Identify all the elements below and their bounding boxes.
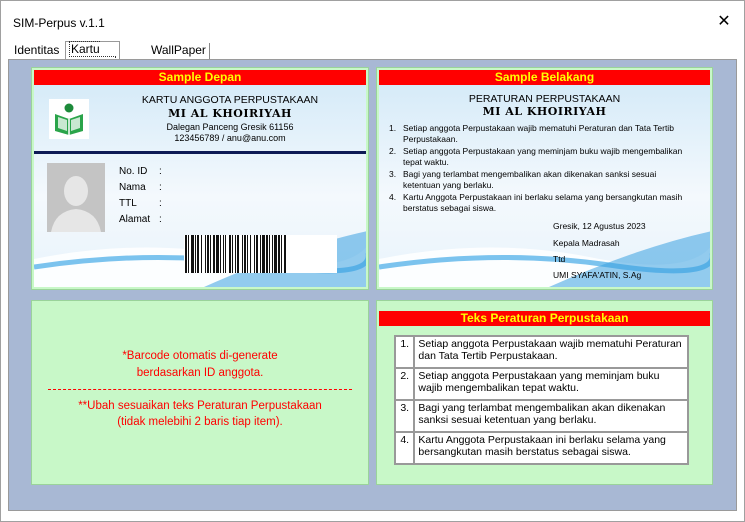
table-row [395,400,688,432]
card-divider [34,151,366,154]
field-label: TTL [119,198,137,209]
back-card-title: PERATURAN PERPUSTAKAAN [468,93,621,105]
back-sample-header: Sample Belakang [379,70,710,85]
field-row [119,196,162,212]
list-item [389,192,689,214]
rule-number: 3. [389,169,397,179]
field-sep: : [159,166,162,177]
rule-text: Setiap anggota Perpustakaan yang meminjam buku wajib mengembalikan tepat waktu. [403,146,683,167]
close-button[interactable]: ✕ [717,13,731,30]
barcode-icon [184,235,337,273]
rule-text: Bagi yang terlambat mengembalikan akan dikenakan sanksi sesuai ketentuan yang berlaku. [403,169,657,190]
sign-position: Kepala Madrasah [553,238,620,248]
rule-number: 2. [389,146,397,156]
field-sep: : [159,182,162,193]
field-sep: : [159,214,162,225]
title-bar [0,0,745,40]
rules-editor-panel [376,300,713,485]
list-item [389,146,689,168]
back-sample-panel [376,67,713,290]
rule-number-cell: 3. [395,400,414,432]
rule-number: 1. [389,123,397,133]
field-row [119,164,162,180]
list-item [389,169,689,191]
back-rules-list [389,123,689,215]
back-school-name: MI AL KHOIRIYAH [482,105,607,118]
sign-ttd: Ttd [553,254,566,264]
note-line-1: *Barcode otomatis di-generate [122,350,278,362]
front-address: Dalegan Panceng Gresik 61156 [166,122,294,132]
rule-text-cell[interactable]: Setiap anggota Perpustakaan yang meminjam buku wajib mengembalikan tepat waktu. [414,368,688,400]
rule-number-cell: 4. [395,432,414,464]
sign-name: UMI SYAFA'ATIN, S.Ag [553,270,642,280]
wave-decoration [379,227,710,287]
note-divider [48,389,352,390]
tab-wallpaper[interactable]: WallPaper [148,43,210,60]
field-label: No. ID [119,166,148,177]
front-school-name: MI AL KHOIRIYAH [168,107,292,120]
field-label: Alamat [119,214,151,225]
list-item [389,123,689,145]
rule-number: 4. [389,192,397,202]
window-title: SIM-Perpus v.1.1 [13,16,105,30]
member-fields [119,164,162,228]
tab-identitas[interactable]: Identitas [14,43,60,57]
rules-table [394,335,689,465]
rule-text: Setiap anggota Perpustakaan wajib mematuhi Peraturan dan Tata Tertib Perpustakaan. [403,123,674,144]
person-silhouette-icon [47,163,105,232]
field-sep: : [159,198,162,209]
note-line-3: **Ubah sesuaikan teks Peraturan Perpustakaan [78,400,322,412]
note-line-2: berdasarkan ID anggota. [136,367,264,379]
rule-text-cell[interactable]: Bagi yang terlambat mengembalikan akan dikenakan sanksi sesuai ketentuan yang berlaku. [414,400,688,432]
rule-text-cell[interactable]: Setiap anggota Perpustakaan wajib mematuhi Peraturan dan Tata Tertib Perpustakaan. [414,336,688,368]
front-contact: 123456789 / anu@anu.com [174,133,286,143]
field-row [119,180,162,196]
rule-text: Kartu Anggota Perpustakaan ini berlaku selama yang bersangkutan masih berstatus sebagai siswa. [403,192,683,213]
table-row [395,368,688,400]
front-card-title: KARTU ANGGOTA PERPUSTAKAAN [141,94,319,106]
tab-kartu-anggota-label: Kartu [69,41,116,72]
note-line-4: (tidak melebihi 2 baris tiap item). [117,416,283,428]
rule-number-cell: 2. [395,368,414,400]
front-sample-header: Sample Depan [34,70,366,85]
tab-kartu-anggota[interactable] [65,41,120,60]
field-row [119,212,162,228]
field-label: Nama [119,182,146,193]
table-row [395,432,688,464]
sign-place-date: Gresik, 12 Agustus 2023 [553,221,646,231]
front-sample-panel [31,67,369,290]
rule-number-cell: 1. [395,336,414,368]
book-logo-icon [49,99,89,139]
notes-panel [31,300,369,485]
back-card-preview [379,85,710,287]
front-card-preview [34,85,366,287]
table-row [395,336,688,368]
rule-text-cell[interactable]: Kartu Anggota Perpustakaan ini berlaku selama yang bersangkutan masih berstatus sebagai siswa. [414,432,688,464]
rules-editor-header: Teks Peraturan Perpustakaan [379,311,710,326]
